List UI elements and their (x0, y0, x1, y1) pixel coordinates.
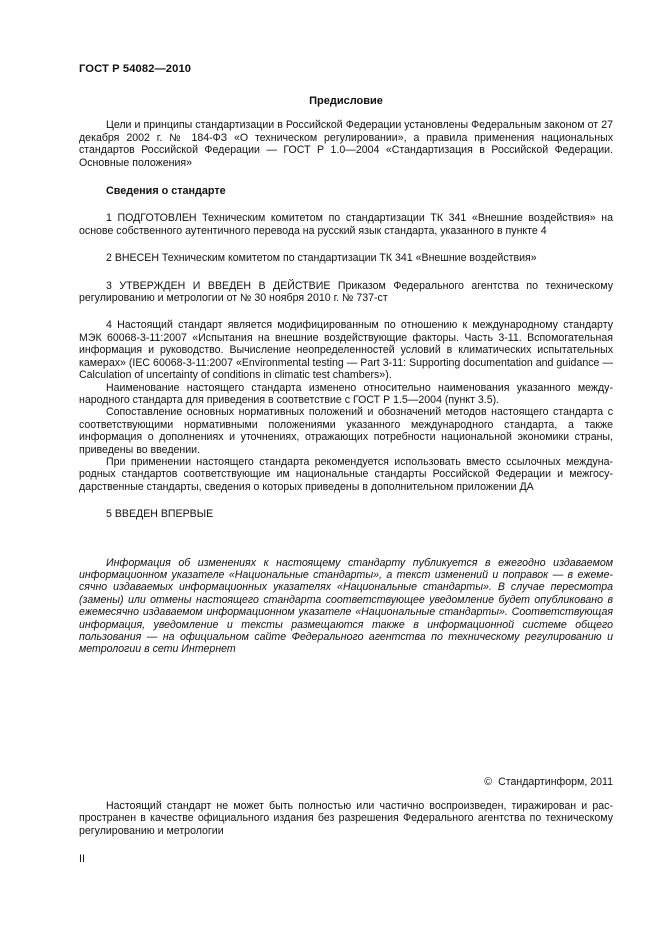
preface-intro-paragraph: Цели и принципы стандартизации в Российской Федерации установлены Федеральным законом от 27 декабря 2002 г. № 184-ФЗ «О техническом регулировании», а правила применения национальных стандартов Российской Федерации — ГОСТ Р 1.0—2004 «Стандартизация в Российской Федерации. Основные положения» (79, 119, 613, 169)
reproduction-notice-text: Настоящий стандарт не может быть полностью или частично воспроизведен, тиражирован и распространен в качестве официального издания без разрешения Федерального агентства по техническому регулированию и метрологии (79, 800, 613, 837)
item-4-name-change-paragraph: Наименование настоящего стандарта изменено относительно наименования указанного международного стандарта для приведения в соответствие с ГОСТ Р 1.5—2004 (пункт 3.5). (79, 381, 613, 406)
item-4-paragraph: 4 Настоящий стандарт является модифицированным по отношению к международному стандарту МЭК 60068-3-11:2007 «Испытания на внешние воздействующие факторы. Часть 3-11. Вспомогательная информация и руководство. Вычисление неопределенностей условий в климатических испытательных камерах» (IEC 60068-3-11:2007 «Environmental testing — Part 3-11: Supporting documentation and guidance — Calculation of uncertainty of conditions in climatic test chambers»). (79, 319, 613, 382)
preface-title: Предисловие (309, 95, 383, 107)
changes-information-notice: Информация об изменениях к настоящему стандарту публикуется в ежегодно издаваемом информационном указателе «Национальные стандарты», а текст изменений и поправок — в ежемесячно издаваемых информационных указателях «Национальные стандарты». В случае пересмотра (замены) или отмены настоящего стандарта соответствующее уведомление будет опубликовано в ежемесячно издаваемом информационном указателе «Национальные стандарты». Соответствующая информация, уведомление и тексты размещаются также в информационной системе общего пользования — на официальном сайте Федерального агентства по техническому регулированию и метрологии в сети Интернет (79, 556, 613, 656)
preface-content (79, 95, 613, 656)
item-4-references-paragraph: При применении настоящего стандарта рекомендуется использовать вместо ссылочных международных стандартов соответствующие им национальные стандарты Российской Федерации и межгосударственные стандарты, сведения о которых приведены в дополнительном приложении ДА (79, 455, 613, 493)
document-id-header: ГОСТ Р 54082—2010 (79, 63, 192, 75)
copyright-symbol: © (484, 776, 493, 788)
item-5-paragraph: 5 ВВЕДЕН ВПЕРВЫЕ (106, 508, 214, 521)
about-standard-heading: Сведения о стандарте (106, 185, 226, 198)
copyright-holder: Стандартинформ, 2011 (498, 776, 613, 788)
item-4-comparison-paragraph: Сопоставление основных нормативных положений и обозначений методов настоящего стандарта с соответствующими нормативными положениями указанного международного стандарта, а также информация о дополнениях и уточнениях, отражающих потребности национальной экономики страны, приведены во введении. (79, 406, 613, 456)
item-2-paragraph: 2 ВНЕСЕН Техническим комитетом по стандартизации ТК 341 «Внешние воздействия» (106, 252, 537, 265)
item-3-paragraph: 3 УТВЕРЖДЕН И ВВЕДЕН В ДЕЙСТВИЕ Приказом Федерального агентства по техническому регулированию и метрологии от № 30 ноября 2010 г. № 737-ст (79, 279, 613, 305)
item-1-paragraph: 1 ПОДГОТОВЛЕН Техническим комитетом по стандартизации ТК 341 «Внешние воздействия» на основе собственного аутентичного перевода на русский язык стандарта, указанного в пункте 4 (79, 212, 613, 237)
page-number: II (79, 853, 85, 865)
reproduction-notice (79, 800, 613, 837)
copyright-line (79, 776, 613, 788)
